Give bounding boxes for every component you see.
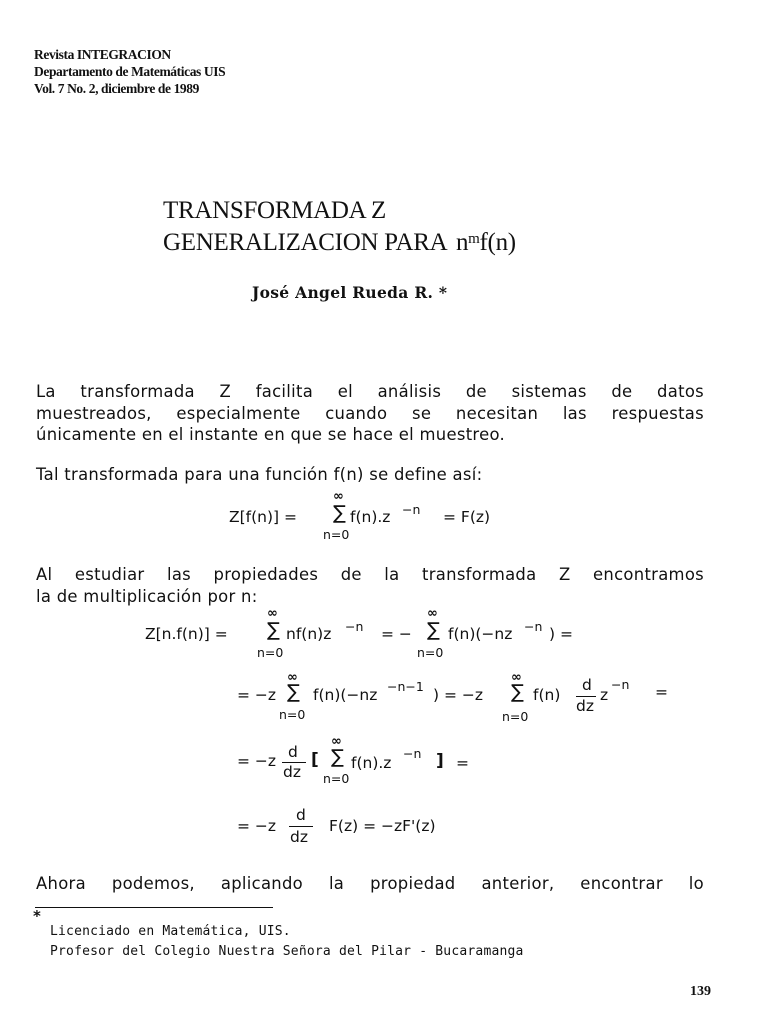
- journal-name: Revista INTEGRACION: [34, 47, 171, 62]
- paragraph-continuation: Ahora podemos, aplicando la propiedad anterior, encontrar lo: [36, 874, 704, 893]
- fraction-bar: [289, 826, 313, 827]
- paragraph-properties: Al estudiar las propiedades de la transformada Z encontramos la de multiplicación por n:: [36, 565, 704, 606]
- footnote-mark: *: [33, 907, 41, 925]
- paragraph-definition: Tal transformada para una función f(n) se define así:: [36, 465, 483, 484]
- footnote-line-1: Licenciado en Matemática, UIS.: [50, 924, 291, 939]
- journal-header: [34, 46, 225, 97]
- equation-result: = −z: [237, 817, 277, 835]
- page-number: 139: [690, 984, 711, 999]
- paper-title: [163, 196, 516, 257]
- department-name: Departamento de Matemáticas UIS: [34, 64, 226, 79]
- equation-z-definition-lhs: Z[f(n)] =: [229, 508, 298, 526]
- sum-symbol: ∑: [333, 502, 346, 524]
- equation-multiplication-lhs: Z[n.f(n)] =: [145, 625, 228, 643]
- author-name: José Angel Rueda R. *: [252, 283, 448, 302]
- title-line-2: GENERALIZACION PARA $n^mf(n)$: [163, 229, 516, 256]
- footnote-line-2: Profesor del Colegio Nuestra Señora del Pilar - Bucaramanga: [50, 944, 524, 959]
- footnote-divider: [35, 907, 273, 908]
- equation-step-2: = −z: [237, 686, 277, 704]
- footnote: [50, 922, 524, 962]
- title-formula: $n^mf(n)$: [455, 229, 516, 256]
- volume-info: Vol. 7 No. 2, diciembre de 1989: [34, 81, 199, 96]
- equation-step-3: = −z: [237, 752, 277, 770]
- title-line-1: TRANSFORMADA Z: [163, 197, 386, 224]
- paragraph-intro: La transformada Z facilita el análisis de sistemas de datos muestreados, especialmente cuando se necesitan las respuestas únicamente en el instante en que se hace el muestreo.: [36, 382, 704, 444]
